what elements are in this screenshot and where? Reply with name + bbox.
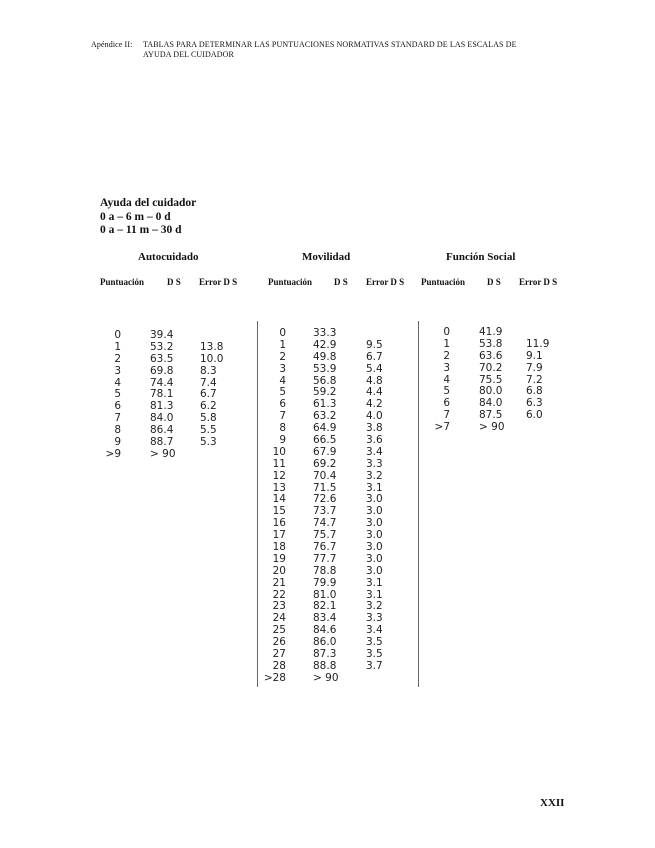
ds-cell: 79.9	[313, 576, 337, 589]
error-ds-cell: 9.5	[366, 338, 383, 351]
score-cell: 5	[114, 388, 121, 401]
table-row	[262, 673, 412, 685]
score-cell: 4	[443, 373, 450, 386]
section-title-autocuidado: Autocuidado	[138, 251, 199, 263]
table-row	[262, 471, 412, 483]
table-row	[424, 363, 574, 375]
table-row	[100, 449, 240, 461]
error-ds-cell: 6.7	[366, 350, 383, 363]
error-ds-cell: 3.0	[366, 529, 383, 542]
table-row	[262, 340, 412, 352]
table-row	[262, 578, 412, 590]
ds-cell: 84.0	[479, 397, 503, 410]
score-cell: 0	[114, 329, 121, 341]
ds-cell: > 90	[313, 671, 339, 684]
ds-cell: 53.2	[150, 340, 174, 353]
score-cell: 9	[114, 436, 121, 449]
funcion-social-table	[424, 327, 574, 434]
score-cell: 9	[279, 434, 286, 447]
score-cell: 23	[272, 600, 286, 613]
autocuidado-header-error: Error D S	[199, 277, 238, 287]
intro-age-from: 0 a – 6 m – 0 d	[100, 210, 171, 223]
ds-cell: 76.7	[313, 541, 337, 554]
ds-cell: 59.2	[313, 386, 337, 399]
error-ds-cell: 3.0	[366, 493, 383, 506]
ds-cell: 83.4	[313, 612, 337, 625]
score-cell: 27	[272, 648, 286, 661]
score-cell: 8	[279, 422, 286, 435]
ds-cell: 86.4	[150, 424, 174, 437]
ds-cell: 70.2	[479, 361, 503, 374]
ds-cell: 74.4	[150, 376, 174, 389]
error-ds-cell: 3.3	[366, 457, 383, 470]
error-ds-cell: 3.8	[366, 422, 383, 435]
score-cell: 15	[272, 505, 286, 518]
error-ds-cell: 5.5	[200, 424, 217, 437]
movilidad-header-error: Error D S	[366, 277, 405, 287]
score-cell: >7	[434, 421, 450, 434]
intro-block	[100, 197, 196, 238]
funcion-social-header-ds: D S	[487, 277, 501, 287]
ds-cell: 39.4	[150, 329, 174, 341]
ds-cell: 77.7	[313, 552, 337, 565]
error-ds-cell: 3.0	[366, 505, 383, 518]
appendix-label: Apéndice II:	[91, 40, 133, 49]
error-ds-cell: 3.0	[366, 541, 383, 554]
ds-cell: 73.7	[313, 505, 337, 518]
error-ds-cell: 9.1	[526, 349, 543, 362]
score-cell: 10	[272, 445, 286, 458]
ds-cell: 63.2	[313, 410, 337, 423]
ds-cell: 84.0	[150, 412, 174, 425]
score-cell: 20	[272, 564, 286, 577]
ds-cell: 64.9	[313, 422, 337, 435]
ds-cell: 63.5	[150, 352, 174, 365]
error-ds-cell: 6.0	[526, 409, 543, 422]
score-cell: 1	[279, 338, 286, 351]
score-cell: 25	[272, 624, 286, 637]
ds-cell: 66.5	[313, 434, 337, 447]
ds-cell: 75.5	[479, 373, 503, 386]
error-ds-cell: 3.0	[366, 552, 383, 565]
ds-cell: 82.1	[313, 600, 337, 613]
score-cell: 3	[443, 361, 450, 374]
movilidad-header-puntuacion: Puntuación	[268, 277, 313, 287]
score-cell: 16	[272, 517, 286, 530]
error-ds-cell: 7.4	[200, 376, 217, 389]
score-cell: 11	[272, 457, 286, 470]
error-ds-cell: 3.0	[366, 517, 383, 530]
error-ds-cell: 4.8	[366, 374, 383, 387]
score-cell: 7	[279, 410, 286, 423]
table-row	[100, 366, 240, 378]
section-title-movilidad: Movilidad	[302, 251, 351, 263]
ds-cell: 63.6	[479, 349, 503, 362]
page-header	[91, 40, 543, 60]
table-row	[100, 354, 240, 366]
score-cell: 12	[272, 469, 286, 482]
error-ds-cell: 11.9	[526, 337, 550, 350]
ds-cell: 72.6	[313, 493, 337, 506]
intro-title: Ayuda del cuidador	[100, 197, 197, 209]
ds-cell: 56.8	[313, 374, 337, 387]
funcion-social-header-error: Error D S	[519, 277, 558, 287]
score-cell: 1	[443, 337, 450, 350]
ds-cell: > 90	[479, 421, 505, 434]
score-cell: 3	[114, 364, 121, 377]
score-cell: 2	[443, 349, 450, 362]
score-cell: 18	[272, 541, 286, 554]
autocuidado-header-ds: D S	[167, 277, 181, 287]
ds-cell: 41.9	[479, 326, 503, 338]
section-title-funcion-social: Función Social	[446, 251, 516, 263]
table-row	[262, 447, 412, 459]
score-cell: 26	[272, 636, 286, 649]
error-ds-cell: 3.5	[366, 636, 383, 649]
ds-cell: 53.9	[313, 362, 337, 375]
funcion-social-header-puntuacion: Puntuación	[421, 277, 466, 287]
ds-cell: 87.3	[313, 648, 337, 661]
error-ds-cell: 3.7	[366, 659, 383, 672]
ds-cell: 80.0	[479, 385, 503, 398]
page-number: XXII	[540, 797, 565, 809]
error-ds-cell: 3.1	[366, 576, 383, 589]
error-ds-cell: 3.1	[366, 481, 383, 494]
error-ds-cell: 8.3	[200, 364, 217, 377]
table-row	[262, 459, 412, 471]
ds-cell: 78.1	[150, 388, 174, 401]
movilidad-header-ds: D S	[334, 277, 348, 287]
ds-cell: 81.3	[150, 400, 174, 413]
error-ds-cell: 6.2	[200, 400, 217, 413]
ds-cell: 86.0	[313, 636, 337, 649]
error-ds-cell: 3.6	[366, 434, 383, 447]
ds-cell: 42.9	[313, 338, 337, 351]
ds-cell: > 90	[150, 447, 176, 460]
error-ds-cell: 3.2	[366, 600, 383, 613]
error-ds-cell: 6.3	[526, 397, 543, 410]
table-row	[424, 422, 574, 434]
score-cell: 0	[279, 327, 286, 339]
error-ds-cell: 5.8	[200, 412, 217, 425]
error-ds-cell: 13.8	[200, 340, 224, 353]
autocuidado-header-puntuacion: Puntuación	[100, 277, 145, 287]
score-cell: 0	[443, 326, 450, 338]
ds-cell: 78.8	[313, 564, 337, 577]
score-cell: 7	[114, 412, 121, 425]
error-ds-cell: 3.5	[366, 648, 383, 661]
ds-cell: 69.2	[313, 457, 337, 470]
score-cell: 6	[443, 397, 450, 410]
score-cell: 22	[272, 588, 286, 601]
score-cell: 4	[279, 374, 286, 387]
score-cell: 4	[114, 376, 121, 389]
table-row	[100, 342, 240, 354]
score-cell: 6	[279, 398, 286, 411]
score-cell: 5	[279, 386, 286, 399]
score-cell: >9	[105, 447, 121, 460]
score-cell: 14	[272, 493, 286, 506]
ds-cell: 33.3	[313, 327, 337, 339]
intro-age-to: 0 a – 11 m – 30 d	[100, 224, 182, 236]
ds-cell: 70.4	[313, 469, 337, 482]
error-ds-cell: 3.4	[366, 445, 383, 458]
score-cell: 8	[114, 424, 121, 437]
table-row	[424, 351, 574, 363]
ds-cell: 61.3	[313, 398, 337, 411]
error-ds-cell: 3.4	[366, 624, 383, 637]
error-ds-cell: 5.4	[366, 362, 383, 375]
score-cell: 1	[114, 340, 121, 353]
column-divider-right	[418, 321, 419, 687]
score-cell: 21	[272, 576, 286, 589]
score-cell: 2	[114, 352, 121, 365]
appendix-title: TABLAS PARA DETERMINAR LAS PUNTUACIONES NORMATIVAS STANDARD DE LAS ESCALAS DE AYUDA DEL CUIDADOR	[143, 40, 517, 59]
movilidad-table	[262, 328, 412, 685]
error-ds-cell: 4.4	[366, 386, 383, 399]
table-row	[424, 339, 574, 351]
ds-cell: 53.8	[479, 337, 503, 350]
ds-cell: 81.0	[313, 588, 337, 601]
error-ds-cell: 6.8	[526, 385, 543, 398]
score-cell: 3	[279, 362, 286, 375]
error-ds-cell: 3.0	[366, 564, 383, 577]
error-ds-cell: 3.3	[366, 612, 383, 625]
column-divider-left	[257, 321, 258, 687]
error-ds-cell: 4.0	[366, 410, 383, 423]
ds-cell: 69.8	[150, 364, 174, 377]
score-cell: 13	[272, 481, 286, 494]
score-cell: 7	[443, 409, 450, 422]
score-cell: 5	[443, 385, 450, 398]
score-cell: 19	[272, 552, 286, 565]
error-ds-cell: 4.2	[366, 398, 383, 411]
error-ds-cell: 6.7	[200, 388, 217, 401]
ds-cell: 67.9	[313, 445, 337, 458]
score-cell: 2	[279, 350, 286, 363]
table-row	[262, 566, 412, 578]
error-ds-cell: 10.0	[200, 352, 224, 365]
error-ds-cell: 5.3	[200, 436, 217, 449]
score-cell: 28	[272, 659, 286, 672]
table-row	[262, 352, 412, 364]
ds-cell: 88.8	[313, 659, 337, 672]
error-ds-cell: 3.1	[366, 588, 383, 601]
ds-cell: 84.6	[313, 624, 337, 637]
score-cell: 6	[114, 400, 121, 413]
ds-cell: 74.7	[313, 517, 337, 530]
autocuidado-table	[100, 330, 240, 461]
ds-cell: 49.8	[313, 350, 337, 363]
error-ds-cell: 7.9	[526, 361, 543, 374]
error-ds-cell: 7.2	[526, 373, 543, 386]
table-row	[262, 364, 412, 376]
ds-cell: 75.7	[313, 529, 337, 542]
ds-cell: 71.5	[313, 481, 337, 494]
score-cell: >28	[263, 671, 286, 684]
error-ds-cell: 3.2	[366, 469, 383, 482]
ds-cell: 87.5	[479, 409, 503, 422]
score-cell: 17	[272, 529, 286, 542]
ds-cell: 88.7	[150, 436, 174, 449]
score-cell: 24	[272, 612, 286, 625]
